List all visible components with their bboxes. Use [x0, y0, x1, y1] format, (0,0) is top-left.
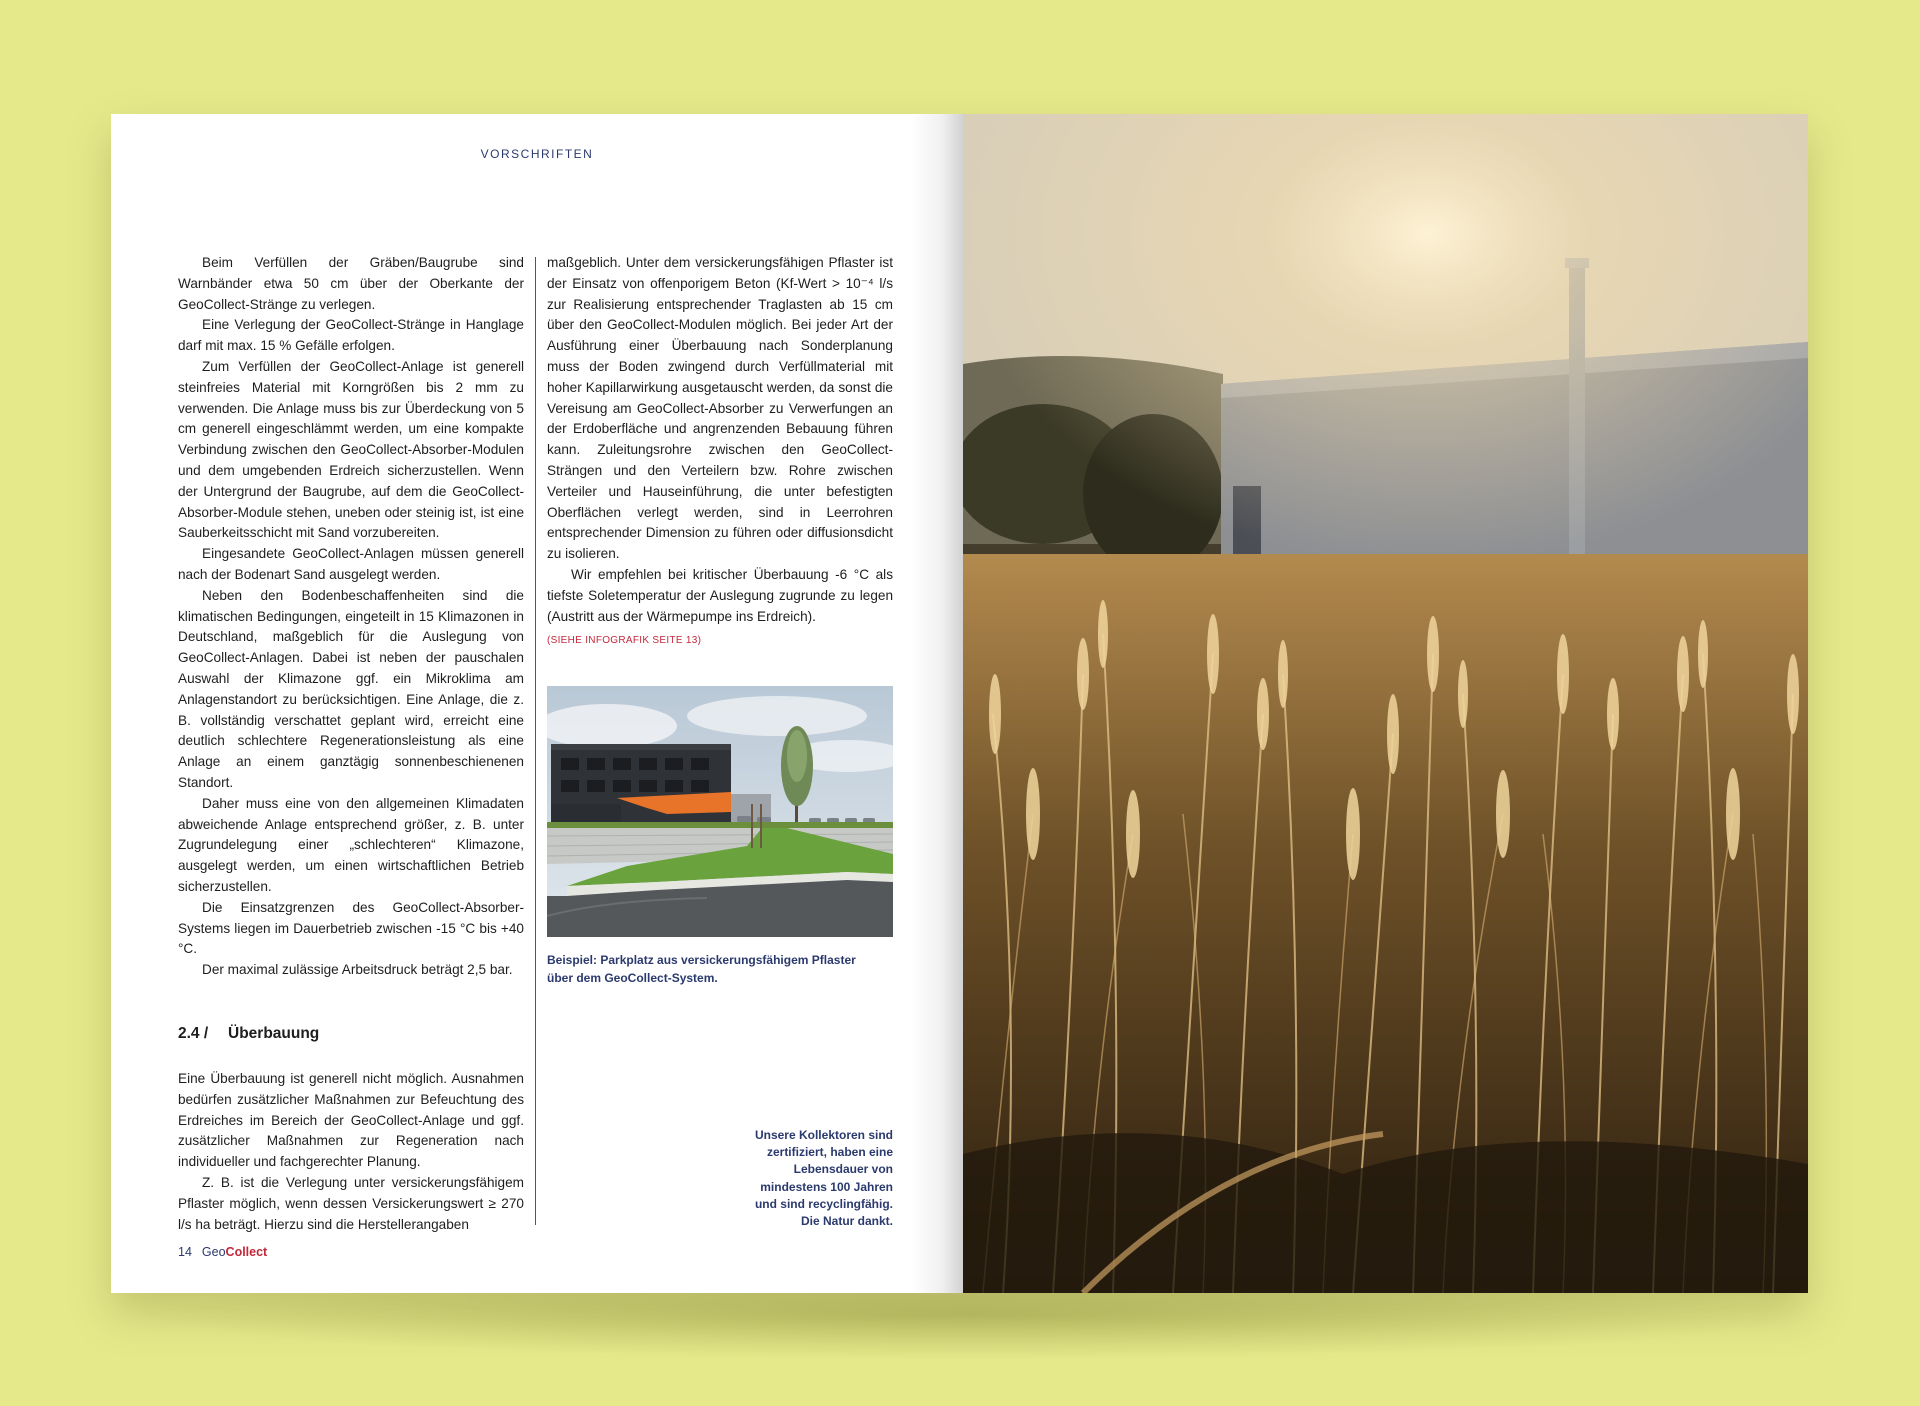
- paragraph: Beim Verfüllen der Gräben/Baugrube sind Warnbänder etwa 50 cm über der Oberkante der GeoCollect-Stränge zu verlegen.: [178, 255, 524, 312]
- pull-quote-line: Die Natur dankt.: [800, 1214, 893, 1229]
- brand-geo: Geo: [201, 1245, 226, 1259]
- paragraph: Neben den Bodenbeschaffenheiten sind die klimatischen Bedingungen, eingeteilt in 15 Klimazonen in Deutschland, maßgeblich für die Auslegung von GeoCollect-Anlagen. Dabei ist neben der pauschalen Auswahl der Klimazone ggf. ein Mikroklima am Anlagenstandort zu berücksichtigen. Eine Anlage, die z. B. vollständig verschattet geplant wird, erreicht eine deutlich schlechtere Regenerationsleistung als eine Anlage an einem ganztägig sonnenbeschienenen Standort.: [178, 587, 524, 790]
- grass-field-photo: [963, 114, 1808, 1293]
- page-gutter: [911, 114, 963, 1293]
- paragraph: Der maximal zulässige Arbeitsdruck beträgt 2,5 bar.: [202, 962, 513, 978]
- paragraph: Daher muss eine von den allgemeinen Klimadaten abweichende Anlage entsprechend größer, z. B. unter Zugrundelegung einer „schlechteren“ Klimazone, ausgelegt werden, um einen wirtschaftlichen Betrieb sicherzustellen.: [178, 795, 524, 894]
- paragraph: Z. B. ist die Verlegung unter versickerungsfähigem Pflaster möglich, wenn dessen Versickerungswert ≥ 270 l/s ha beträgt. Hierzu sind die Herstellerangaben: [178, 1174, 524, 1232]
- section-title: Überbauung: [228, 1025, 320, 1042]
- paragraph: Eine Verlegung der GeoCollect-Stränge in Hanglage darf mit max. 15 % Gefälle erfolgen.: [178, 317, 524, 354]
- right-column: [547, 253, 893, 652]
- right-page-photo: [963, 114, 1808, 1293]
- paragraph: maßgeblich. Unter dem versickerungsfähigen Pflaster ist der Einsatz von offenporigem Beton (Kf-Wert > 10⁻⁴ l/s zur Realisierung entsprechender Traglasten ab 15 cm über den GeoCollect-Modulen möglich. Bei jeder Art der Ausführung einer Überbauung nach Sonderplanung muss der Boden zwingend durch Verfüllmaterial mit hoher Kapillarwirkung ausgetauscht werden, da sonst die Vereisung am GeoCollect-Absorber zu Verwerfungen an der Erdoberfläche und angrenzenden Bebauung führen kann. Zuleitungsrohre zwischen den GeoCollect-Strängen und den Verteilern bzw. Rohre zwischen Verteiler und Hauseinführung, die unter befestigten Oberflächen verlegt werden, sind in Leerrohren entsprechender Dimension zu führen oder diffusionsdicht zu isolieren.: [547, 255, 893, 562]
- caption-line: über dem GeoCollect-System.: [547, 970, 718, 985]
- infographic-reference: (SIEHE INFOGRAFIK SEITE 13): [547, 635, 702, 647]
- pull-quote-line: Lebensdauer von: [793, 1162, 893, 1177]
- section-heading: [178, 1025, 319, 1043]
- paragraph: Die Einsatzgrenzen des GeoCollect-Absorber-Systems liegen im Dauerbetrieb zwischen -15 °C bis +40 °C.: [178, 899, 524, 957]
- magazine-spread: [111, 114, 1808, 1293]
- page-number: 14: [178, 1245, 192, 1259]
- caption-line: Beispiel: Parkplatz aus versickerungsfähigem Pflaster: [547, 953, 856, 967]
- pull-quote-line: und sind recyclingfähig.: [754, 1196, 893, 1211]
- left-page: [111, 114, 963, 1293]
- pull-quote-line: mindestens 100 Jahren: [760, 1179, 893, 1194]
- running-head: VORSCHRIFTEN: [480, 147, 594, 161]
- left-column: [178, 253, 524, 981]
- pull-quote-line: Unsere Kollektoren sind: [754, 1128, 893, 1142]
- section-body: [178, 1069, 524, 1235]
- paragraph: Eingesandete GeoCollect-Anlagen müssen generell nach der Bodenart Sand ausgelegt werden.: [178, 546, 524, 582]
- parking-lot-illustration: [547, 686, 893, 937]
- parking-lot-photo: [547, 686, 893, 937]
- paragraph: Eine Überbauung ist generell nicht möglich. Ausnahmen bedürfen zusätzlicher Maßnahmen zur Befeuchtung des Erdreiches im Bereich der GeoCollect-Anlage und ggf. zusätzlicher Maßnahmen zur Regeneration nach individueller und fachgerechter Planung.: [178, 1071, 524, 1170]
- paragraph: Wir empfehlen bei kritischer Überbauung -6 °C als tiefste Soletemperatur der Auslegung zugrunde zu legen (Austritt aus der Wärmepumpe ins Erdreich).: [547, 566, 893, 624]
- page-folio: [178, 1245, 267, 1259]
- pull-quote-line: zertifiziert, haben eine: [766, 1145, 893, 1160]
- brand-collect: Collect: [225, 1245, 268, 1259]
- pull-quote: [709, 1127, 893, 1230]
- figure-caption: [547, 952, 893, 987]
- paragraph: Zum Verfüllen der GeoCollect-Anlage ist generell steinfreies Material mit Korngrößen bis 2 mm zu verwenden. Die Anlage muss bis zur Überdeckung von 5 cm generell eingeschlämmt werden, um eine kompakte Verbindung zwischen den GeoCollect-Absorber-Modulen und dem umgebenden Erdreich sicherzustellen. Wenn der Untergrund der Baugrube, auf dem die GeoCollect-Absorber-Module stehen, uneben oder steinig ist, ist eine Sauberkeitsschicht mit Sand vorzubereiten.: [178, 358, 524, 541]
- column-divider: [535, 257, 536, 1225]
- section-number: 2.4 /: [178, 1025, 209, 1042]
